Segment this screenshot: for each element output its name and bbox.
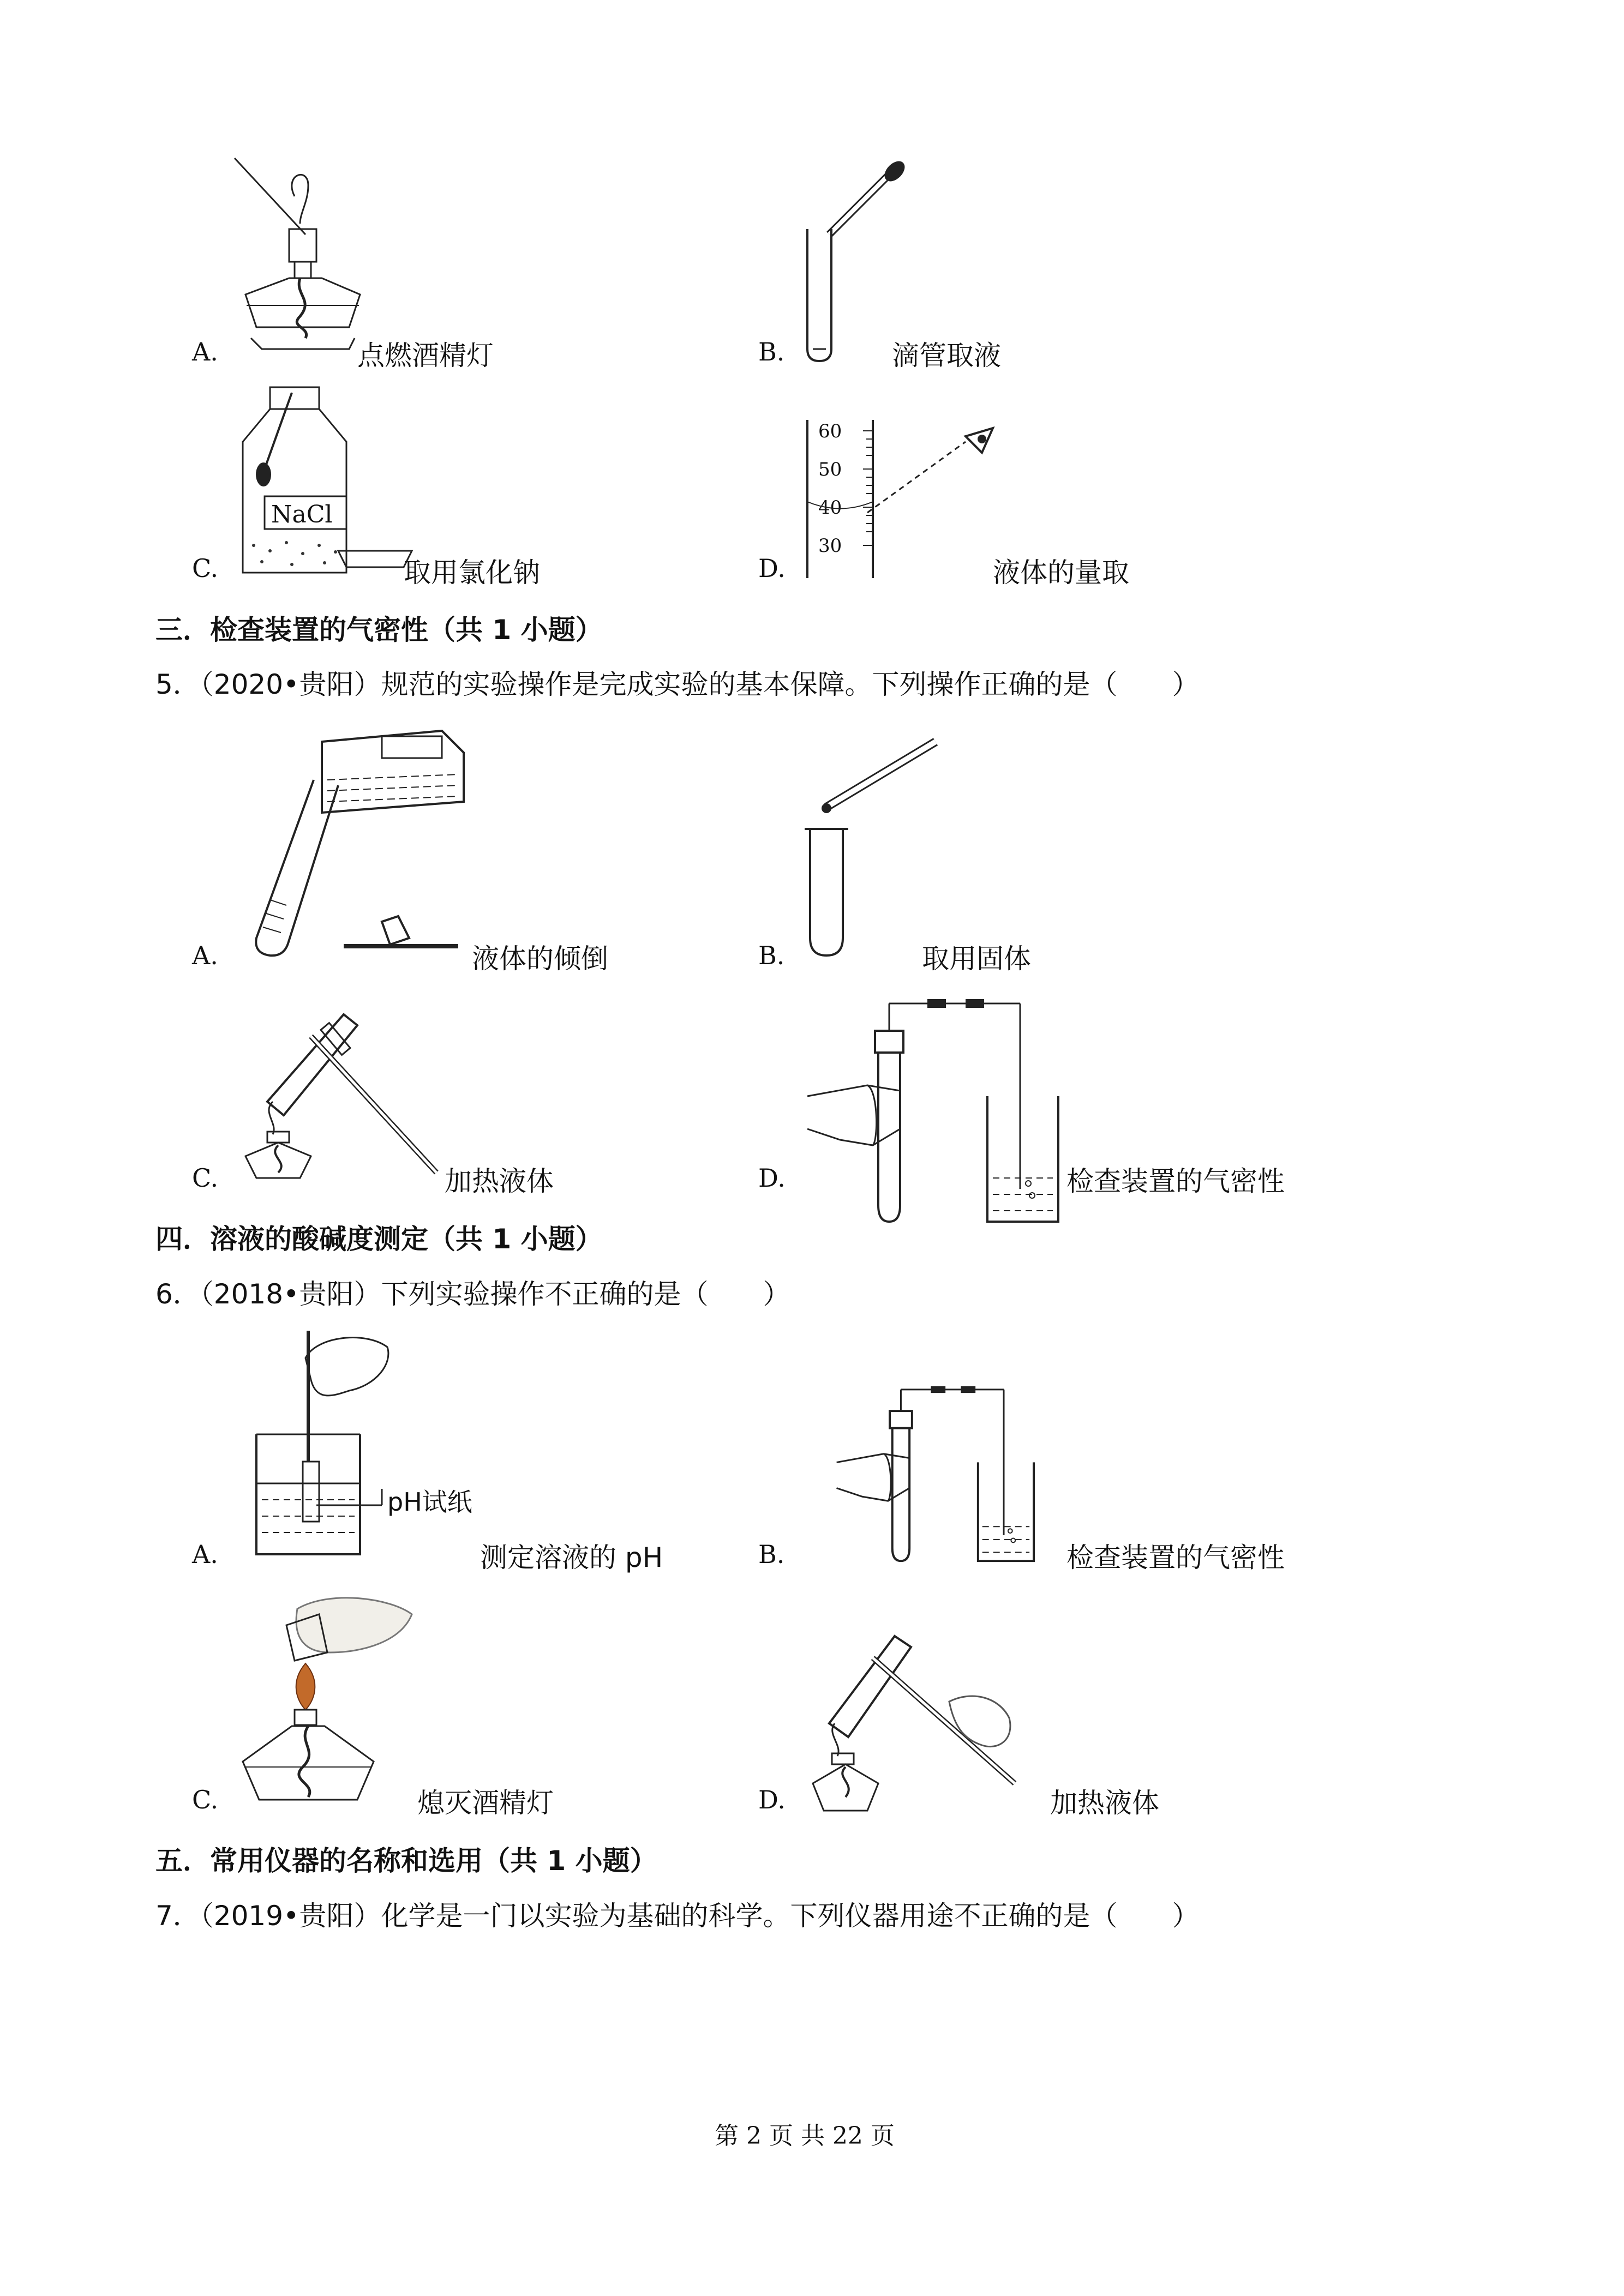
q6-option-a-label: 测定溶液的 pH: [480, 1542, 663, 1573]
q6-option-d-letter: D.: [758, 1785, 786, 1814]
ph-paper-label: pH试纸: [387, 1487, 472, 1517]
q5-option-c-letter: C.: [192, 1163, 219, 1193]
q5-option-a-label: 液体的倾倒: [472, 943, 608, 975]
q6-option-c-label: 熄灭酒精灯: [417, 1787, 554, 1819]
q4-option-c-label: 取用氯化钠: [404, 557, 540, 588]
q5-option-d-letter: D.: [758, 1163, 786, 1193]
figure-extinguishing-alcohol-lamp: [237, 1592, 417, 1811]
q6-option-d-label: 加热液体: [1050, 1787, 1159, 1819]
q6-option-c-letter: C.: [192, 1785, 219, 1814]
section-4-heading: 四．溶液的酸碱度测定（共 1 小题）: [155, 1223, 603, 1255]
nacl-bottle-label: NaCl: [271, 501, 333, 528]
q5-option-b-label: 取用固体: [922, 943, 1031, 975]
figure-airtightness-check-q6: [807, 1385, 1080, 1565]
cylinder-tick-50: 50: [818, 459, 842, 480]
q6-option-a-letter: A.: [192, 1540, 218, 1569]
cylinder-tick-40: 40: [818, 497, 842, 519]
page-footer: 第 2 页 共 22 页: [715, 2122, 895, 2150]
q6-option-b-label: 检查装置的气密性: [1066, 1542, 1285, 1573]
figure-airtightness-check-q5: [807, 998, 1080, 1227]
q5-option-b-letter: B.: [758, 941, 785, 970]
figure-measuring-ph: [256, 1325, 507, 1560]
section-3-heading: 三．检查装置的气密性（共 1 小题）: [155, 614, 603, 646]
figure-lighting-alcohol-lamp: [213, 153, 365, 365]
section-5-heading: 五．常用仪器的名称和选用（共 1 小题）: [155, 1845, 657, 1877]
cylinder-tick-30: 30: [818, 535, 842, 557]
q4-option-d-label: 液体的量取: [993, 557, 1129, 588]
cylinder-tick-60: 60: [818, 420, 842, 442]
q5-option-d-label: 检查装置的气密性: [1066, 1165, 1285, 1197]
q4-option-b-label: 滴管取液: [892, 340, 1001, 371]
question-7-text: 7．（2019•贵阳）化学是一门以实验为基础的科学。下列仪器用途不正确的是（ ）: [155, 1900, 1200, 1932]
q4-option-a-label: 点燃酒精灯: [357, 340, 494, 371]
q5-option-c-label: 加热液体: [445, 1165, 554, 1197]
q4-option-c-letter: C.: [192, 554, 219, 583]
q4-option-d-letter: D.: [758, 554, 786, 583]
figure-pouring-liquid: [240, 720, 496, 960]
figure-graduated-cylinder-reading: [802, 414, 1009, 578]
q4-option-a-letter: A.: [192, 337, 218, 366]
q5-option-a-letter: A.: [192, 941, 218, 970]
figure-taking-solid: [805, 731, 946, 960]
figure-heating-liquid-q5: [235, 993, 453, 1189]
figure-heating-liquid-q6: [807, 1614, 1036, 1816]
figure-taking-sodium-chloride: [237, 382, 417, 584]
question-6-text: 6．（2018•贵阳）下列实验操作不正确的是（ ）: [155, 1278, 790, 1310]
question-5-text: 5．（2020•贵阳）规范的实验操作是完成实验的基本保障。下列操作正确的是（ ）: [155, 669, 1200, 700]
q4-option-b-letter: B.: [758, 337, 785, 366]
q6-option-b-letter: B.: [758, 1540, 785, 1569]
